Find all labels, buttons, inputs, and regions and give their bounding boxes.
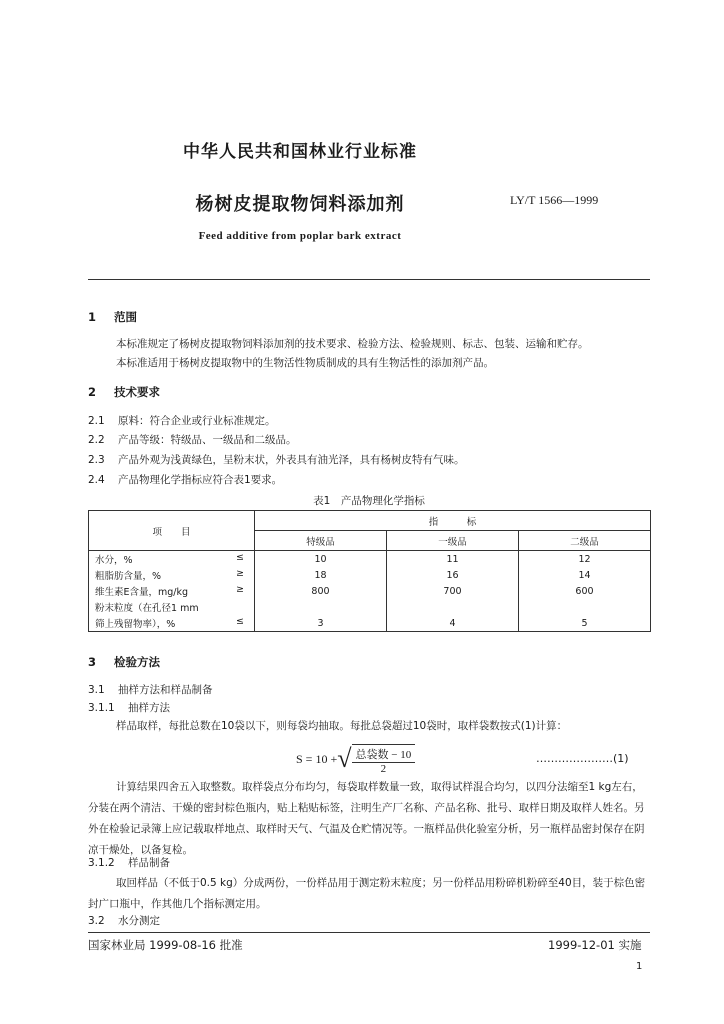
row-symbol: ≤ xyxy=(236,552,244,563)
formula-fraction xyxy=(352,744,416,775)
section-3-1-1-paragraph-1: 样品取样，每批总数在10袋以下，则每袋均抽取。每批总袋超过10袋时，取样袋数按式(1)计算： xyxy=(116,720,568,732)
clause-number: 2.3 xyxy=(88,454,105,466)
section-title: 检验方法 xyxy=(114,655,160,669)
document-title: 杨树皮提取物饲料添加剂 xyxy=(195,194,405,215)
section-2-heading xyxy=(88,384,160,400)
clause-3-2 xyxy=(88,913,160,928)
table-cell: 5 xyxy=(519,615,651,632)
table-cell: 700 xyxy=(387,583,519,599)
table-cell: 800 xyxy=(255,583,387,599)
row-symbol: ≤ xyxy=(236,616,244,627)
table-row xyxy=(89,599,651,615)
row-item: 粗脂肪含量，% xyxy=(95,571,162,582)
table-cell xyxy=(519,599,651,615)
table-header-grade: 二级品 xyxy=(519,531,651,551)
clause-number: 2.1 xyxy=(88,415,105,427)
table-header-item: 项 目 xyxy=(89,511,255,551)
clause-text: 产品物理化学指标应符合表1要求。 xyxy=(118,474,283,486)
row-item: 筛上残留物率），% xyxy=(95,619,176,630)
square-root xyxy=(337,744,415,775)
clause-number: 3.1.1 xyxy=(88,702,115,714)
section-1-paragraph-2: 本标准适用于杨树皮提取物中的生物活性物质制成的具有生物活性的添加剂产品。 xyxy=(116,357,494,369)
table-row xyxy=(89,615,651,632)
section-title: 技术要求 xyxy=(114,385,160,399)
clause-text: 产品等级：特级品、一级品和二级品。 xyxy=(118,434,297,446)
header-rule xyxy=(88,279,650,280)
section-1-heading xyxy=(88,309,137,325)
table-cell xyxy=(387,599,519,615)
table-cell: 10 xyxy=(255,551,387,568)
document-title-english: Feed additive from poplar bark extract xyxy=(198,230,402,242)
table-header-grade: 特级品 xyxy=(255,531,387,551)
section-3-heading xyxy=(88,654,160,670)
properties-table xyxy=(88,510,651,632)
table-caption: 表1 产品物理化学指标 xyxy=(313,495,425,507)
formula-denominator: 2 xyxy=(380,763,387,775)
table-header-grade: 一级品 xyxy=(387,531,519,551)
table-header-index: 指 标 xyxy=(255,511,651,531)
approval-date: 国家林业局 1999-08-16 批准 xyxy=(88,938,243,952)
clause-number: 3.1 xyxy=(88,684,105,696)
clause-text: 原料：符合企业或行业标准规定。 xyxy=(118,415,276,427)
table-cell: 4 xyxy=(387,615,519,632)
clause-2-2 xyxy=(88,432,297,447)
section-3-1-2-paragraph: 取回样品（不低于0.5 kg）分成两份，一份样品用于测定粉末粒度；另一份样品用粉碎机粉碎至40目，装于棕色密封广口瓶中，作其他几个指标测定用。 xyxy=(88,877,646,910)
clause-2-3 xyxy=(88,452,465,467)
footer-rule xyxy=(88,932,650,933)
formula-numerator: 总袋数 − 10 xyxy=(352,746,416,763)
equation-number: …………………(1) xyxy=(536,752,629,765)
clause-2-1 xyxy=(88,413,276,428)
table-row xyxy=(89,551,651,568)
clause-text: 水分测定 xyxy=(118,915,160,927)
table-cell: 12 xyxy=(519,551,651,568)
row-item: 水分，% xyxy=(95,555,133,566)
clause-number: 3.2 xyxy=(88,915,105,927)
page-number: 1 xyxy=(636,961,643,972)
table-cell: 3 xyxy=(255,615,387,632)
table-cell xyxy=(255,599,387,615)
section-1-paragraph-1: 本标准规定了杨树皮提取物饲料添加剂的技术要求、检验方法、检验规则、标志、包装、运输和贮存。 xyxy=(116,338,589,350)
formula-lhs: S = 10 + xyxy=(296,752,338,766)
clause-text: 抽样方法 xyxy=(128,702,170,714)
table-row xyxy=(89,583,651,599)
table-cell: 16 xyxy=(387,567,519,583)
row-symbol: ≥ xyxy=(236,584,244,595)
section-3-1-1-paragraph-2: 计算结果四舍五入取整数。取样袋点分布均匀，每袋取样数量一致，取得试样混合均匀，以四分法缩至1 kg左右，分装在两个清洁、干燥的密封棕色瓶内，贴上粘贴标签，注明生产厂名称、产品名称、批号、取样日期及取样人姓名。另外在检验记录簿上应记载取样地点、取样时天气、气温及仓贮情况等。一瓶样品供化验室分析，另一瓶样品密封保存在阴凉干燥处，以备复检。 xyxy=(88,781,645,856)
section-number: 2 xyxy=(88,385,97,399)
clause-3-1-2 xyxy=(88,855,170,870)
clause-text: 样品制备 xyxy=(128,857,170,869)
row-item: 维生素E含量，mg/kg xyxy=(95,587,189,598)
clause-number: 2.2 xyxy=(88,434,105,446)
row-item: 粉末粒度（在孔径1 mm xyxy=(95,603,199,614)
table-cell: 600 xyxy=(519,583,651,599)
table-cell: 11 xyxy=(387,551,519,568)
clause-3-1-1 xyxy=(88,700,170,715)
section-number: 1 xyxy=(88,310,97,324)
sample-bag-formula xyxy=(296,744,415,775)
clause-text: 产品外观为浅黄绿色，呈粉末状，外表具有油光泽，具有杨树皮特有气味。 xyxy=(118,454,465,466)
section-number: 3 xyxy=(88,655,97,669)
row-symbol: ≥ xyxy=(236,568,244,579)
standard-code: LY/T 1566—1999 xyxy=(510,193,599,207)
standard-series-title: 中华人民共和国林业行业标准 xyxy=(183,142,417,162)
implementation-date: 1999-12-01 实施 xyxy=(548,938,642,952)
clause-2-4 xyxy=(88,472,282,487)
clause-3-1 xyxy=(88,682,213,697)
clause-number: 2.4 xyxy=(88,474,105,486)
section-title: 范围 xyxy=(114,310,137,324)
clause-number: 3.1.2 xyxy=(88,857,115,869)
table-cell: 14 xyxy=(519,567,651,583)
radical-sign-icon: √ xyxy=(337,744,352,773)
table-cell: 18 xyxy=(255,567,387,583)
clause-text: 抽样方法和样品制备 xyxy=(118,684,213,696)
table-row xyxy=(89,567,651,583)
